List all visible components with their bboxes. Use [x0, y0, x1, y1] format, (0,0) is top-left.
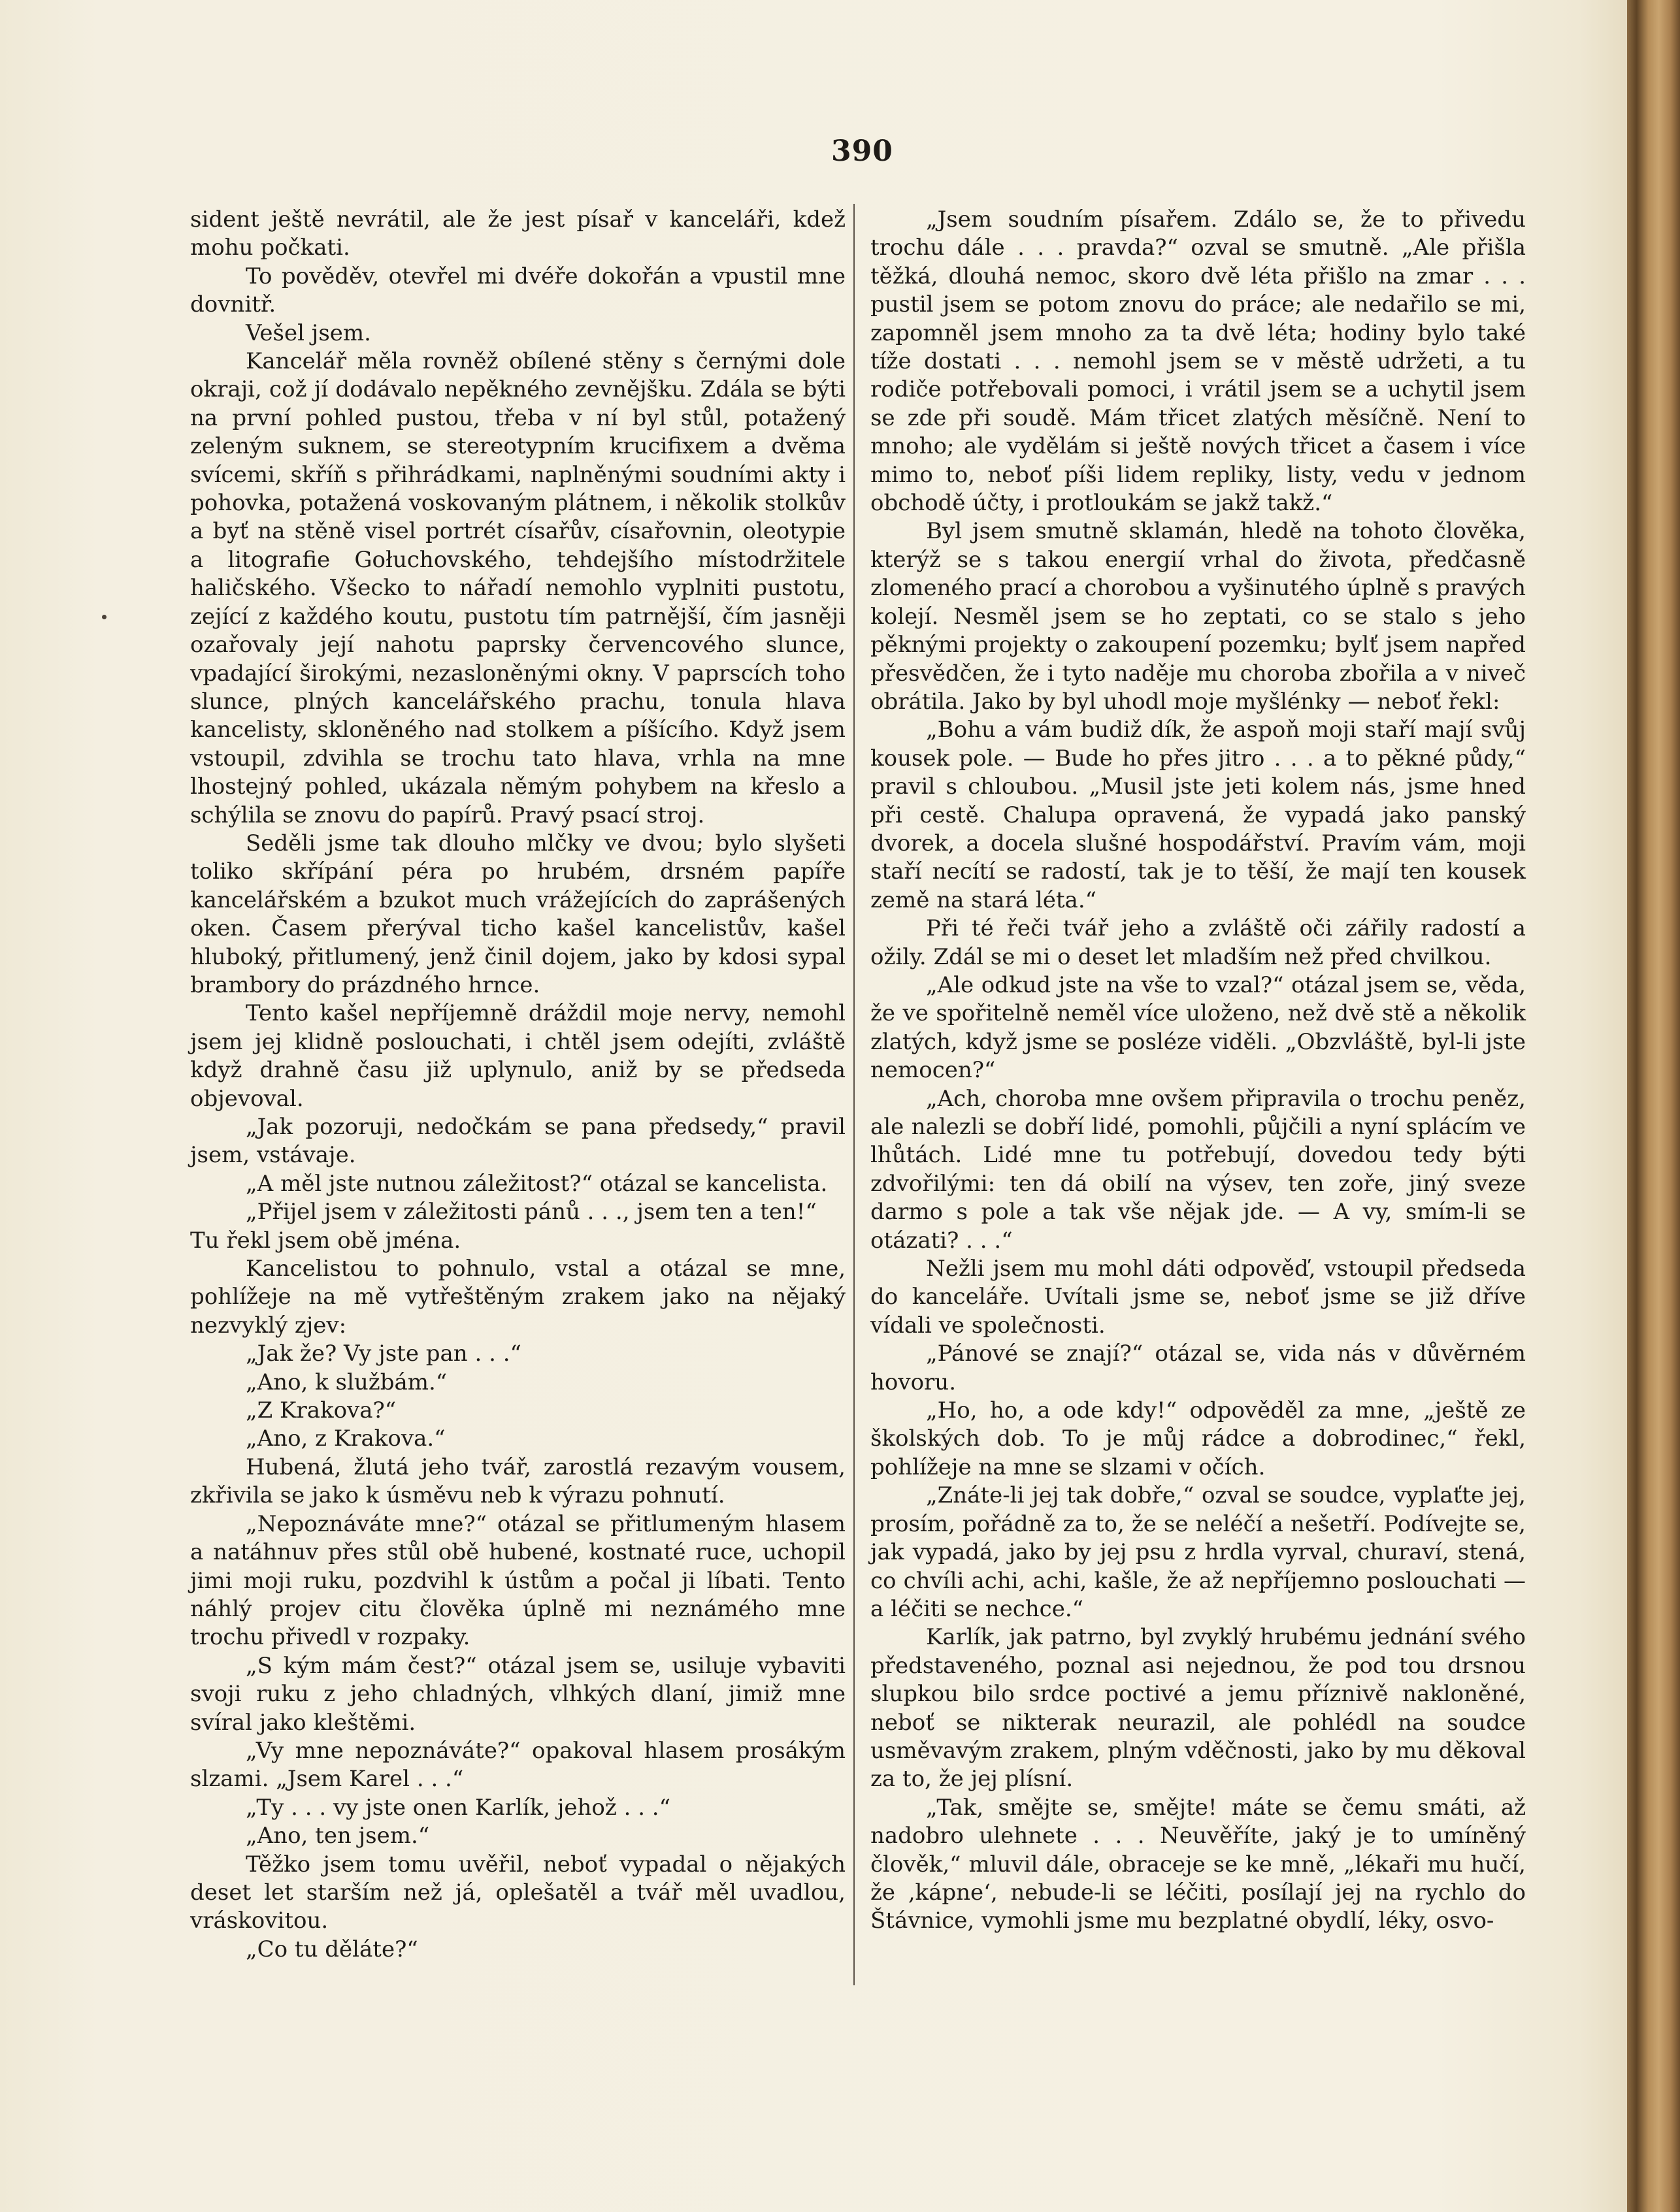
right-column [870, 206, 1526, 1936]
paragraph: „A měl jste nutnou záležitost?“ otázal se kancelista. [246, 1170, 828, 1197]
paragraph: „Nepoznáváte mne?“ otázal se přitlumeným hlasem a natáhnuv přes stůl obě hubené, kostnaté ruce, uchopil jimi moji ruku, pozdvihl k ústům a počal ji líbati. Tento náhlý projev citu člověka úplně mi neznámého mne trochu přivedl v rozpaky. [190, 1510, 846, 1651]
paragraph: „Jak že? Vy jste pan . . .“ [246, 1341, 521, 1367]
paragraph: Hubená, žlutá jeho tvář, zarostlá rezavým vousem, zkřivila se jako k úsměvu neb k výrazu pohnutí. [190, 1454, 846, 1509]
paragraph: „Ano, z Krakova.“ [246, 1425, 446, 1452]
paragraph: „Ano, k službám.“ [246, 1369, 448, 1395]
paragraph: Byl jsem smutně sklamán, hledě na tohoto člověka, kterýž se s takou energií vrhal do života, předčasně zlomeného prací a chorobou a vyšinutého úplně s pravých kolejí. Nesměl jsem se ho zeptati, co se stalo s jeho pěknými projekty o zakoupení pozemku; bylť jsem napřed přesvědčen, že i tyto naděje mu choroba zbořila a v niveč obrátila. Jako by byl uhodl moje myšlénky — neboť řekl: [870, 518, 1526, 715]
paragraph: „Co tu děláte?“ [246, 1936, 418, 1962]
ink-speck [102, 615, 107, 619]
paragraph: „Jsem soudním písařem. Zdálo se, že to přivedu trochu dále . . . pravda?“ ozval se smutně. „Ale přišla těžká, dlouhá nemoc, skoro dvě léta přišlo na zmar . . . pustil jsem se potom znovu do práce; ale nedařilo se mi, zapomněl jsem mnoho za ta dvě léta; hodiny bylo také tíže dostati . . . nemohl jsem se v městě udržeti, a tu rodiče potřebovali pomoci, i vrátil jsem se a uchytil jsem se zde při soudě. Mám třicet zlatých měsíčně. Není to mnoho; ale vydělám si ještě nových třicet a časem i více mimo to, neboť píši lidem repliky, listy, vedu v jednom obchodě účty, i protloukám se jakž takž.“ [870, 206, 1526, 517]
column-divider [853, 204, 855, 1985]
left-column [190, 206, 846, 1964]
paragraph: Nežli jsem mu mohl dáti odpověď, vstoupil předseda do kanceláře. Uvítali jsme se, neboť jsme se již dříve vídali ve společnosti. [870, 1256, 1526, 1339]
paragraph: Tento kašel nepříjemně dráždil moje nervy, nemohl jsem jej klidně poslouchati, i chtěl jsem odejíti, zvláště když drahně času již uplynulo, aniž by se předseda objevoval. [190, 1000, 846, 1112]
paragraph: „Vy mne nepoznáváte?“ opakoval hlasem prosákým slzami. „Jsem Karel . . .“ [190, 1737, 846, 1793]
paragraph: „Tak, smějte se, smějte! máte se čemu smáti, až nadobro ulehnete . . . Neuvěříte, jaký je to umíněný člověk,“ mluvil dále, obraceje se ke mně, „lékaři mu hučí, že ‚kápne‘, nebude-li se léčiti, posílají jej na rychlo do Štávnice, vymohli jsme mu bezplatné obydlí, léky, osvo- [870, 1794, 1526, 1934]
paragraph: Tu řekl jsem obě jména. [190, 1227, 461, 1254]
paragraph: Karlík, jak patrno, byl zvyklý hrubému jednání svého představeného, poznal asi nejednou, že pod tou drsnou slupkou bilo srdce poctivé a jemu příznivě nakloněné, neboť se nikterak neurazil, ale pohlédl na soudce usměvavým zrakem, plným vděčnosti, jako by mu děkoval za to, že jej plísní. [870, 1624, 1526, 1793]
paragraph: „Přijel jsem v záležitosti pánů . . ., jsem ten a ten!“ [246, 1199, 817, 1226]
paragraph: „Ale odkud jste na vše to vzal?“ otázal jsem se, věda, že ve spořitelně neměl více uloženo, než dvě stě a několik zlatých, když jsme se posléze viděli. „Obzvláště, byl-li jste nemocen?“ [870, 971, 1526, 1084]
paragraph: „Ach, choroba mne ovšem připravila o trochu peněz, ale nalezli se dobří lidé, pomohli, půjčili a nyní splácím ve lhůtách. Lidé mne tu potřebují, dovedou tedy býti zdvořilými: ten dá obilí na výsev, ten zoře, jiný sveze darmo s pole a tak vše nějak jde. — A vy, smím-li se otázati? . . .“ [870, 1085, 1526, 1254]
page-number: 390 [831, 135, 893, 168]
paragraph: Těžko jsem tomu uvěřil, neboť vypadal o nějakých deset let starším než já, oplešatěl a tvář měl uvadlou, vráskovitou. [190, 1851, 846, 1934]
paragraph: Vešel jsem. [246, 319, 371, 346]
paragraph: „Ty . . . vy jste onen Karlík, jehož . . .“ [246, 1794, 671, 1821]
paragraph: „Ano, ten jsem.“ [246, 1823, 430, 1849]
paragraph: To pověděv, otevřel mi dvéře dokořán a vpustil mne dovnitř. [190, 263, 846, 318]
paragraph: Kancelář měla rovněž obílené stěny s černými dole okraji, což jí dodávalo nepěkného zevnějšku. Zdála se býti na první pohled pustou, třeba v ní byl stůl, potažený zeleným suknem, se stereotypním krucifixem a dvěma svícemi, skříň s přihrádkami, naplněnými soudními akty i pohovka, potažená voskovaným plátnem, i několik stolkův a byť na stěně visel portrét císařův, císařovnin, oleotypie a litografie Gołuchovského, tehdejšího místodržitele haličského. Všecko to nářadí nemohlo vyplniti pustotu, zející z každého koutu, pustotu tím patrnější, čím jasněji ozařovaly její nahotu paprsky červencového slunce, vpadající širokými, nezasloněnými okny. V paprscích toho slunce, plných kancelářského prachu, tonula hlava kancelisty, skloněného nad stolkem a píšícího. Když jsem vstoupil, zdvihla se trochu tato hlava, vrhla na mne lhostejný pohled, ukázala němým pohybem na křeslo a schýlila se znovu do papírů. Pravý psací stroj. [190, 348, 846, 828]
paragraph: „Z Krakova?“ [246, 1397, 397, 1424]
paragraph: „Znáte-li jej tak dobře,“ ozval se soudce, vyplaťte jej, prosím, pořádně za to, že se neléčí a nešetří. Podívejte se, jak vypadá, jako by jej psu z hrdla vyrval, churaví, stená, co chvíli achi, achi, kašle, že až nepříjemno poslouchati — a léčiti se nechce.“ [870, 1482, 1526, 1622]
paragraph: Při té řeči tvář jeho a zvláště oči zářily radostí a ožily. Zdál se mi o deset let mladším než před chvilkou. [870, 915, 1526, 970]
paragraph: Kancelistou to pohnulo, vstal a otázal se mne, pohlížeje na mě vytřeštěným zrakem jako na nějaký nezvyklý zjev: [190, 1256, 846, 1339]
paragraph: „Bohu a vám budiž dík, že aspoň moji staří mají svůj kousek pole. — Bude ho přes jitro . . . a to pěkné půdy,“ pravil s chloubou. „Musil jste jeti kolem nás, jsme hned při cestě. Chalupa opravená, že vypadá jako panský dvorek, a docela slušné hospodářství. Pravím vám, moji staří necítí se radostí, tak je to těší, že mají ten kousek země na stará léta.“ [870, 717, 1526, 913]
paragraph: „S kým mám čest?“ otázal jsem se, usiluje vybaviti svoji ruku z jeho chladných, vlhkých dlaní, jimiž mne svíral jako kleštěmi. [190, 1652, 846, 1736]
paragraph: Seděli jsme tak dlouho mlčky ve dvou; bylo slyšeti toliko skřípání péra po hrubém, drsném papíře kancelářském a bzukot much vrážejících do zaprášených oken. Časem přerýval ticho kašel kancelistův, kašel hluboký, přitlumený, jenž činil dojem, jako by kdosi sypal brambory do prázdného hrnce. [190, 830, 846, 998]
paragraph: sident ještě nevrátil, ale že jest písař v kanceláři, kdež mohu počkati. [190, 206, 846, 261]
paragraph: „Pánové se znají?“ otázal se, vida nás v důvěrném hovoru. [870, 1341, 1526, 1395]
book-spine-edge [1627, 0, 1680, 2212]
paragraph: „Ho, ho, a ode kdy!“ odpověděl za mne, „ještě ze školských dob. To je můj rádce a dobrodinec,“ řekl, pohlížeje na mne se slzami v očích. [870, 1397, 1526, 1480]
paragraph: „Jak pozoruji, nedočkám se pana předsedy,“ pravil jsem, vstávaje. [190, 1114, 846, 1169]
